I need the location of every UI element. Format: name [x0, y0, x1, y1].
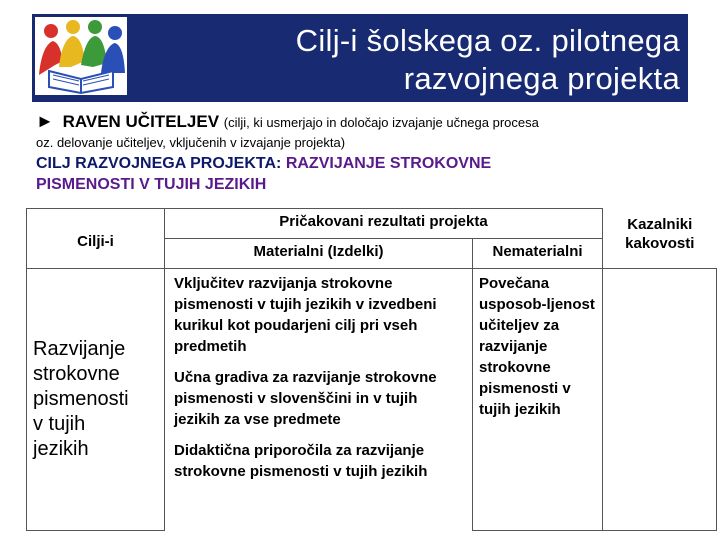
goal-line: strokovne [33, 363, 120, 385]
project-goal [36, 153, 696, 195]
level-label: RAVEN UČITELJEV [62, 112, 220, 131]
goal-line: pismenosti [33, 388, 129, 410]
logo [32, 14, 130, 98]
level-note-continued: oz. delovanje učiteljev, vključenih v izvajanje projekta) [36, 135, 346, 150]
header-indicators-line-1: Kazalniki [627, 215, 693, 233]
material-item: Vključitev razvijanja strokovne pismenosti v tujih jezikih v izvedbeni kurikul kot poudarjeni cilj pri vseh predmetih [174, 275, 437, 355]
material-item: Didaktična priporočila za razvijanje strokovne pismenosti v tujih jezikih [174, 442, 428, 480]
title-line-1: Cilj-i šolskega oz. pilotnega [295, 23, 680, 58]
project-goal-text-2: PISMENOSTI V TUJIH JEZIKIH [36, 176, 267, 193]
level-heading [36, 110, 706, 134]
goal-cell [27, 269, 165, 531]
project-goal-text-1: RAZVIJANJE STROKOVNE [285, 155, 492, 172]
header-nonmaterial: Nematerialni [473, 239, 603, 269]
goal-line: v tujih [33, 413, 86, 435]
header-indicators-line-2: kakovosti [625, 234, 695, 252]
header-quality-indicators [603, 209, 717, 269]
material-results-cell [165, 269, 473, 531]
goal-line: Razvijanje [33, 338, 126, 360]
header-expected-results: Pričakovani rezultati projekta [165, 209, 603, 239]
four-people-logo-icon [35, 17, 127, 95]
project-goal-prefix: CILJ RAZVOJNEGA PROJEKTA: [36, 155, 282, 172]
nonmaterial-results-cell: Povečana usposob-ljenost učiteljev za razvijanje strokovne pismenosti v tujih jezikih [473, 269, 603, 531]
header-material: Materialni (Izdelki) [165, 239, 473, 269]
header-goals: Cilji-i [27, 209, 165, 269]
material-item: Učna gradiva za razvijanje strokovne pismenosti v slovenščini in v tujih jezikih za vse predmete [174, 369, 437, 428]
title-line-2: razvojnega projekta [403, 61, 680, 96]
page-title [180, 22, 680, 98]
goal-line: jezikih [33, 438, 89, 460]
results-table [26, 208, 717, 531]
quality-indicators-cell [603, 269, 717, 531]
level-note: (cilji, ki usmerjajo in določajo izvajanje učnega procesa [223, 115, 539, 130]
bullet-triangle-icon: ► [36, 111, 54, 131]
